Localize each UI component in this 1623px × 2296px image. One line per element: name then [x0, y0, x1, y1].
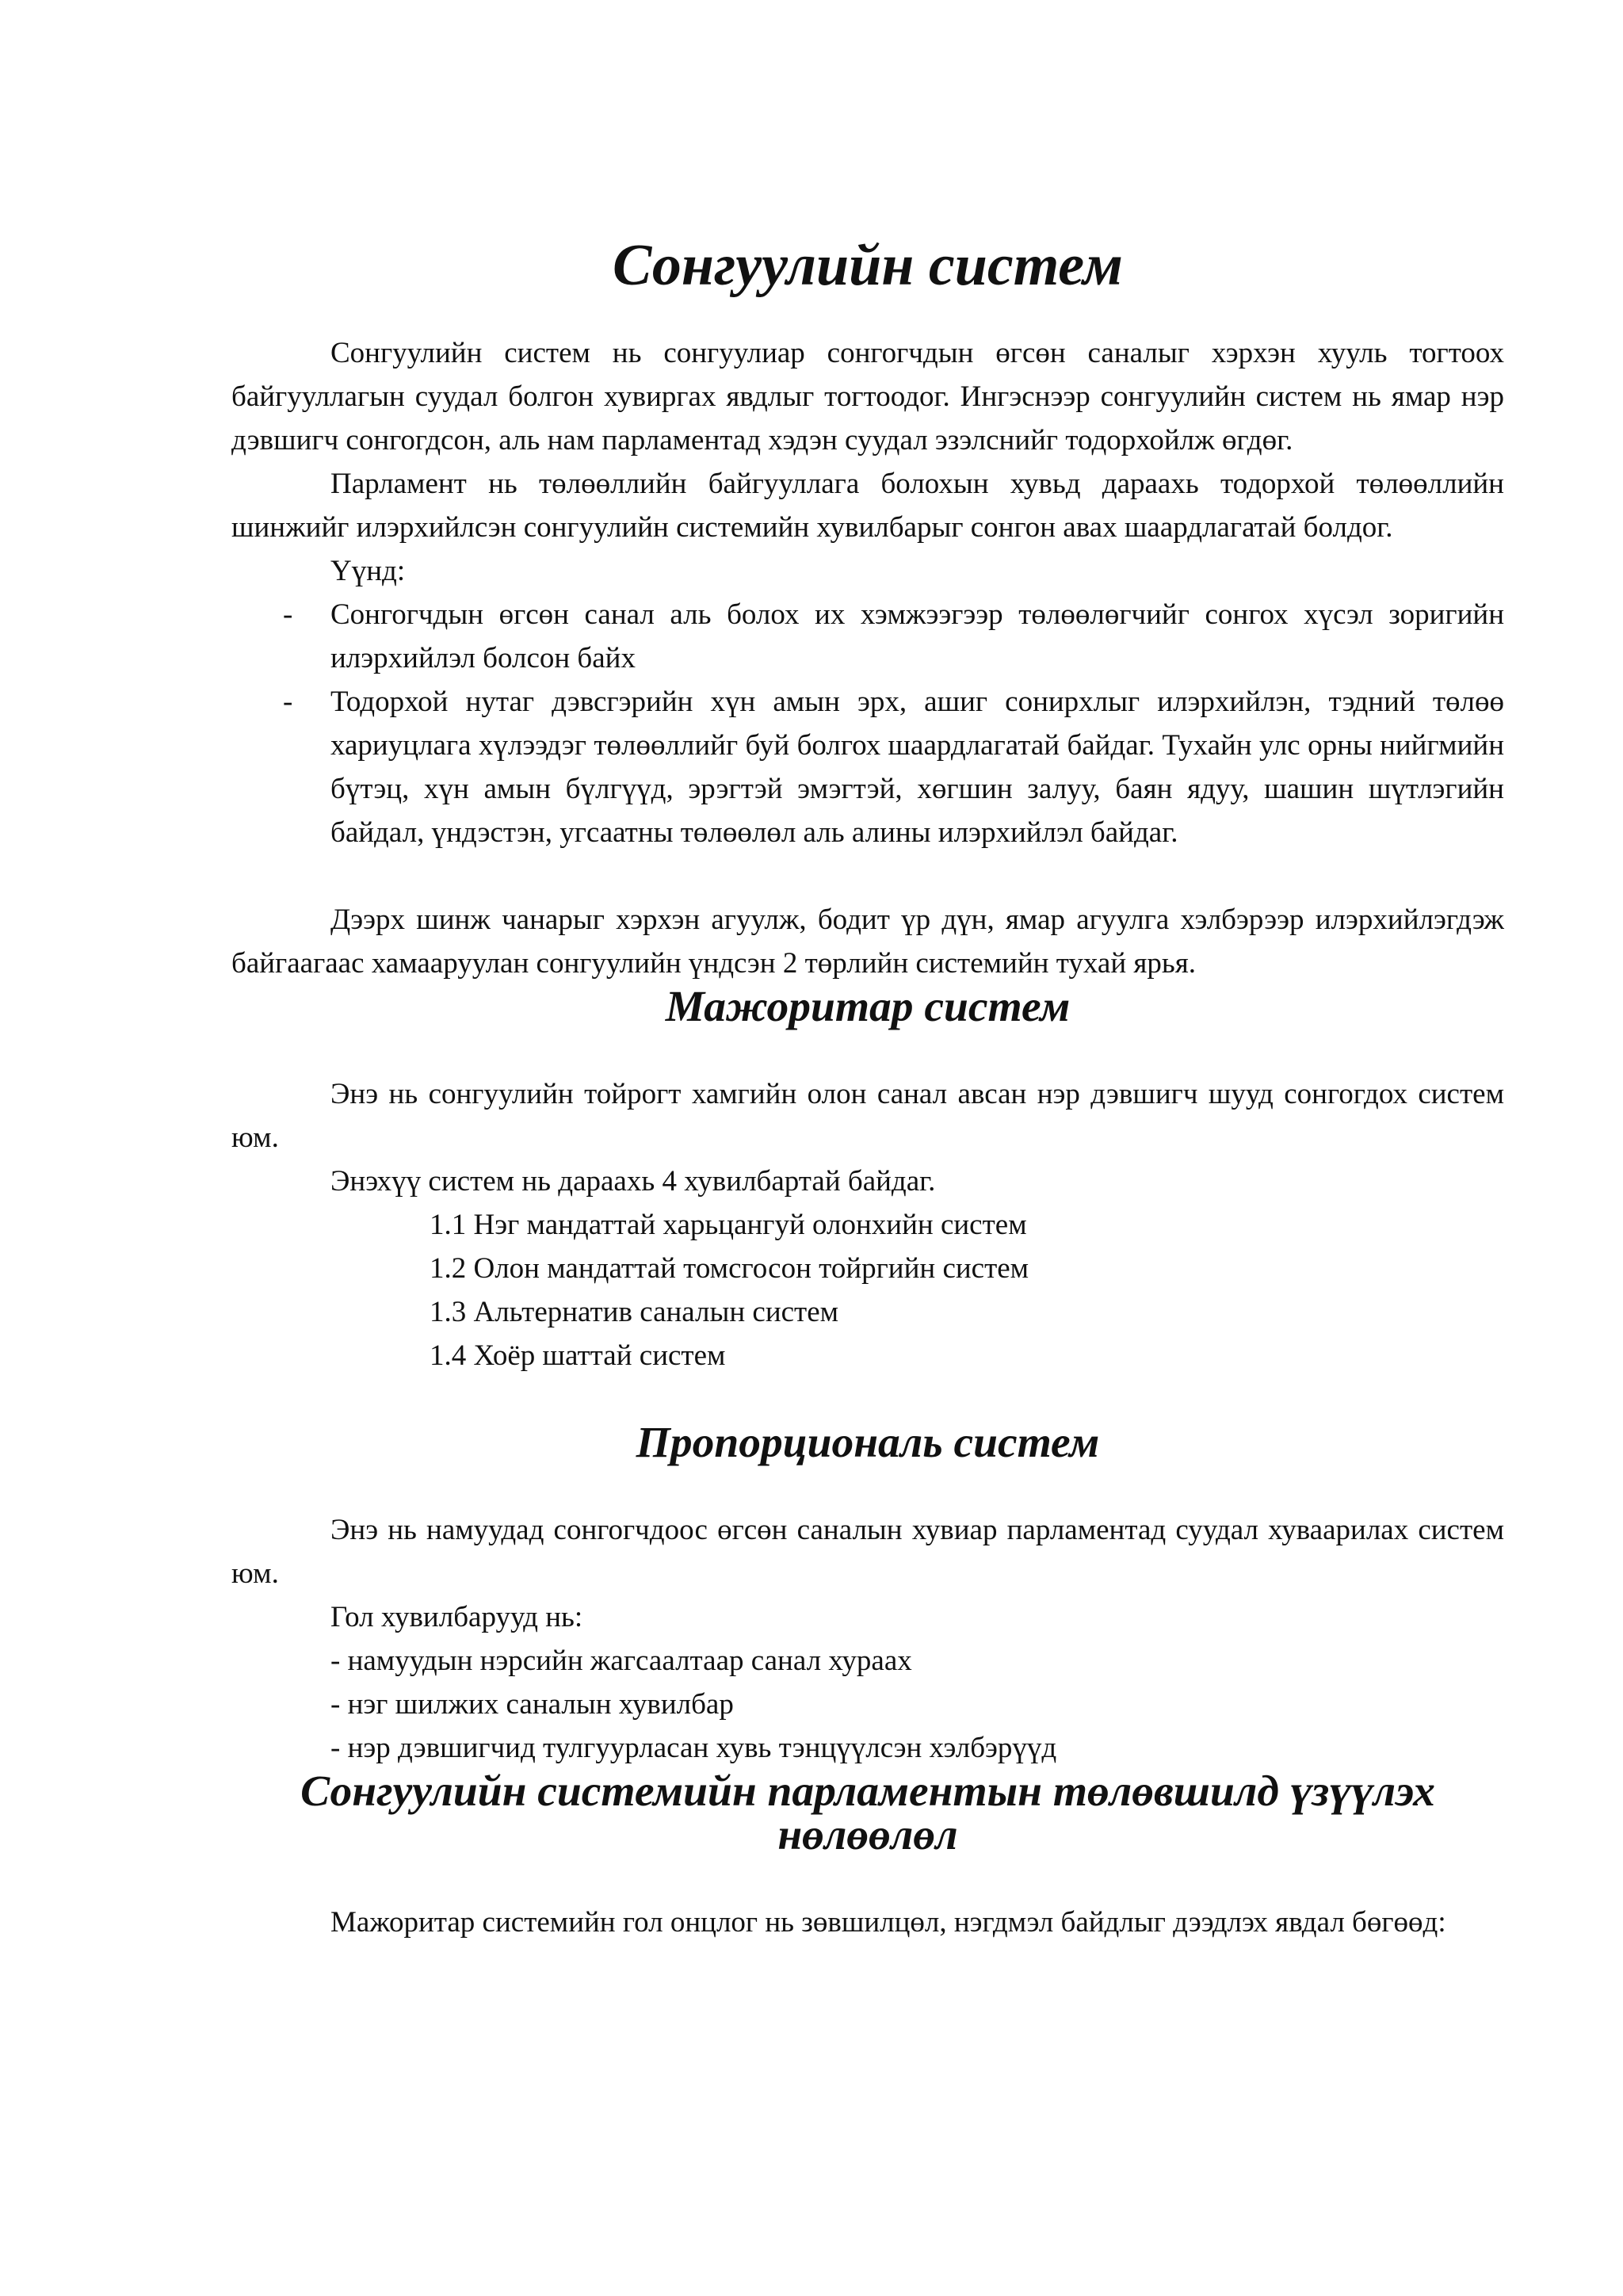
- list-item: [231, 593, 1504, 680]
- majoritarian-heading: Мажоритар систем: [665, 983, 1071, 1031]
- intro-paragraph: Сонгуулийн систем нь сонгуулиар сонгогчдын өгсөн саналыг хэрхэн хууль тогтоох байгууллагын суудал болгон хувиргах явдлыг тогтоодог. Ингэснээр сонгуулийн систем нь ямар нэр дэвшигч сонгогдсон, аль нам парламентад хэдэн суудал эзэлснийг тодорхойлж өгдөг.: [231, 337, 1504, 457]
- list-item: [231, 680, 1504, 854]
- proportional-variants-label: Гол хувилбарууд нь:: [330, 1601, 583, 1633]
- proportional-variant: - нэр дэвшигчид тулгуурласан хувь тэнцүүлсэн хэлбэрүүд: [330, 1732, 1057, 1764]
- list-dash: -: [283, 598, 293, 631]
- basis-label: Үүнд:: [330, 555, 406, 587]
- influence-heading: Сонгуулийн системийн парламентын төлөвшилд үзүүлэх нөлөөлөл: [300, 1767, 1435, 1859]
- list-item-text: Сонгогчдын өгсөн санал аль болох их хэмжээгээр төлөөлөгчийг сонгох хүсэл зоригийн илэрхийлэл болсон байх: [330, 598, 1504, 674]
- majoritarian-variant: 1.1 Нэг мандаттай харьцангуй олонхийн систем: [430, 1209, 1027, 1241]
- majoritarian-variant: 1.3 Альтернатив саналын систем: [430, 1296, 839, 1328]
- proportional-variant: - нэг шилжих саналын хувилбар: [330, 1688, 734, 1721]
- proportional-definition: Энэ нь намуудад сонгогчдоос өгсөн саналын хувиар парламентад суудал хуваарилах систем юм.: [231, 1514, 1504, 1590]
- majoritarian-variants-intro: Энэхүү систем нь дараахь 4 хувилбартай байдаг.: [330, 1165, 936, 1198]
- parliament-paragraph: Парламент нь төлөөллийн байгууллага болохын хувьд дараахь тодорхой төлөөллийн шинжийг илэрхийлсэн сонгуулийн системийн хувилбарыг сонгон авах шаардлагатай болдог.: [231, 468, 1504, 544]
- proportional-variant: - намуудын нэрсийн жагсаалтаар санал хураах: [330, 1645, 912, 1677]
- proportional-heading: Пропорциональ систем: [636, 1419, 1100, 1467]
- summary-paragraph: Дээрх шинж чанарыг хэрхэн агуулж, бодит үр дүн, ямар агуулга хэлбэрээр илэрхийлэгдэж байгаагаас хамааруулан сонгуулийн үндсэн 2 төрлийн системийн тухай ярья.: [231, 904, 1504, 980]
- list-dash: -: [283, 686, 293, 718]
- document-body: [231, 233, 1504, 1944]
- influence-paragraph: Мажоритар системийн гол онцлог нь зөвшилцөл, нэгдмэл байдлыг дээдлэх явдал бөгөөд:: [330, 1906, 1446, 1939]
- document-title: Сонгуулийн систем: [613, 233, 1123, 298]
- majoritarian-definition: Энэ нь сонгуулийн тойрогт хамгийн олон санал авсан нэр дэвшигч шууд сонгогдох систем юм.: [231, 1078, 1504, 1154]
- majoritarian-variant: 1.4 Хоёр шаттай систем: [430, 1339, 726, 1372]
- basis-list: [231, 593, 1504, 854]
- list-item-text: Тодорхой нутаг дэвсгэрийн хүн амын эрх, ашиг сонирхлыг илэрхийлэн, тэдний төлөө хариуцлага хүлээдэг төлөөллийг буй болгох шаардлагатай байдаг. Тухайн улс орны нийгмийн бүтэц, хүн амын бүлгүүд, эрэгтэй эмэгтэй, хөгшин залуу, баян ядуу, шашин шүтлэгийн байдал, үндэстэн, угсаатны төлөөлөл аль алины илэрхийлэл байдаг.: [330, 686, 1504, 849]
- majoritarian-variant: 1.2 Олон мандаттай томсгосон тойргийн систем: [430, 1252, 1029, 1285]
